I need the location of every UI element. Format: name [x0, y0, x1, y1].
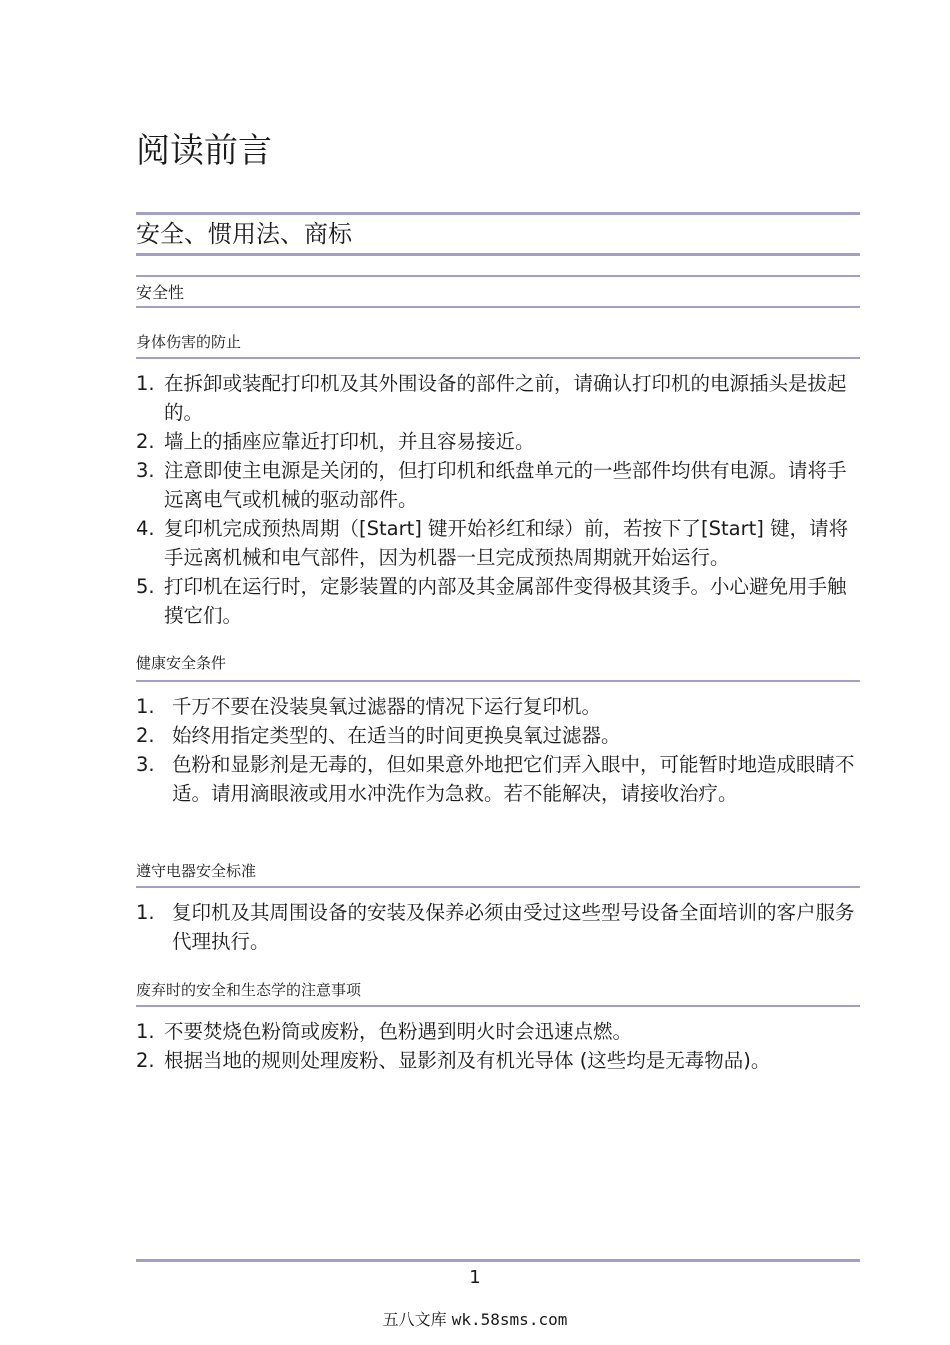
item-number: 1. — [136, 901, 155, 924]
item-text: 色粉和显影剂是无毒的，但如果意外地把它们弄入眼中，可能暂时地造成眼睛不适。请用滴眼液或用水冲洗作为急救。若不能解决，请接收治疗。 — [172, 753, 855, 805]
list-item — [136, 456, 860, 514]
electrical-standards-list — [136, 898, 860, 956]
item-text: 打印机在运行时，定影装置的内部及其金属部件变得极其烫手。小心避免用手触摸它们。 — [164, 575, 847, 627]
item-text: 千万不要在没装臭氧过滤器的情况下运行复印机。 — [172, 695, 602, 718]
item-text: 不要焚烧色粉筒或废粉，色粉遇到明火时会迅速点燃。 — [164, 1020, 633, 1043]
item-number: 2. — [136, 724, 155, 747]
item-text: 根据当地的规则处理废粉、显影剂及有机光导体 (这些均是无毒物品)。 — [164, 1049, 771, 1072]
item-text: 注意即使主电源是关闭的，但打印机和纸盘单元的一些部件均供有电源。请将手远离电气或机械的驱动部件。 — [164, 459, 847, 511]
watermark-footer — [0, 1309, 950, 1331]
list-item — [136, 898, 860, 956]
list-item — [136, 721, 860, 750]
list-item — [136, 692, 860, 721]
group-heading-health-safety: 健康安全条件 — [136, 654, 227, 672]
item-number: 2. — [136, 1049, 155, 1072]
item-number: 5. — [136, 575, 155, 598]
list-item — [136, 572, 860, 630]
site-name: 五八文库 — [382, 1310, 447, 1329]
list-item — [136, 1046, 860, 1075]
item-number: 1. — [136, 1020, 155, 1043]
health-safety-list — [136, 692, 860, 808]
footer-rule — [136, 1259, 860, 1262]
item-text: 复印机完成预热周期（[Start] 键开始衫红和绿）前，若按下了[Start] 键，请将手远离机械和电气部件，因为机器一旦完成预热周期就开始运行。 — [164, 517, 849, 569]
item-text: 墙上的插座应靠近打印机，并且容易接近。 — [164, 430, 535, 453]
injury-prevention-list — [136, 369, 860, 630]
group-rule — [136, 680, 860, 682]
item-text: 始终用指定类型的、在适当的时间更换臭氧过滤器。 — [172, 724, 621, 747]
subsection-rule-bottom — [136, 306, 860, 308]
group-heading-electrical-standards: 遵守电器安全标准 — [136, 862, 257, 880]
disposal-safety-list — [136, 1017, 860, 1075]
group-rule — [136, 357, 860, 359]
item-number: 1. — [136, 372, 155, 395]
list-item — [136, 514, 860, 572]
item-text: 复印机及其周围设备的安装及保养必须由受过这些型号设备全面培训的客户服务代理执行。 — [172, 901, 855, 953]
group-rule — [136, 886, 860, 888]
section-rule-top — [136, 212, 860, 215]
item-number: 4. — [136, 517, 155, 540]
section-rule-bottom — [136, 253, 860, 256]
list-item — [136, 369, 860, 427]
item-number: 3. — [136, 459, 155, 482]
subsection-title: 安全性 — [136, 283, 185, 302]
item-text: 在拆卸或装配打印机及其外围设备的部件之前，请确认打印机的电源插头是拔起的。 — [164, 372, 847, 424]
site-url: wk.58sms.com — [451, 1310, 568, 1329]
group-heading-injury-prevention: 身体伤害的防止 — [136, 333, 242, 351]
page-title: 阅读前言 — [136, 131, 272, 171]
item-number: 3. — [136, 753, 155, 776]
section-title: 安全、惯用法、商标 — [136, 220, 352, 248]
list-item — [136, 427, 860, 456]
list-item — [136, 1017, 860, 1046]
list-item — [136, 750, 860, 808]
subsection-rule-top — [136, 275, 860, 277]
group-heading-disposal-safety: 废弃时的安全和生态学的注意事项 — [136, 981, 362, 999]
page-number: 1 — [469, 1267, 481, 1288]
group-rule — [136, 1005, 860, 1007]
item-number: 2. — [136, 430, 155, 453]
item-number: 1. — [136, 695, 155, 718]
